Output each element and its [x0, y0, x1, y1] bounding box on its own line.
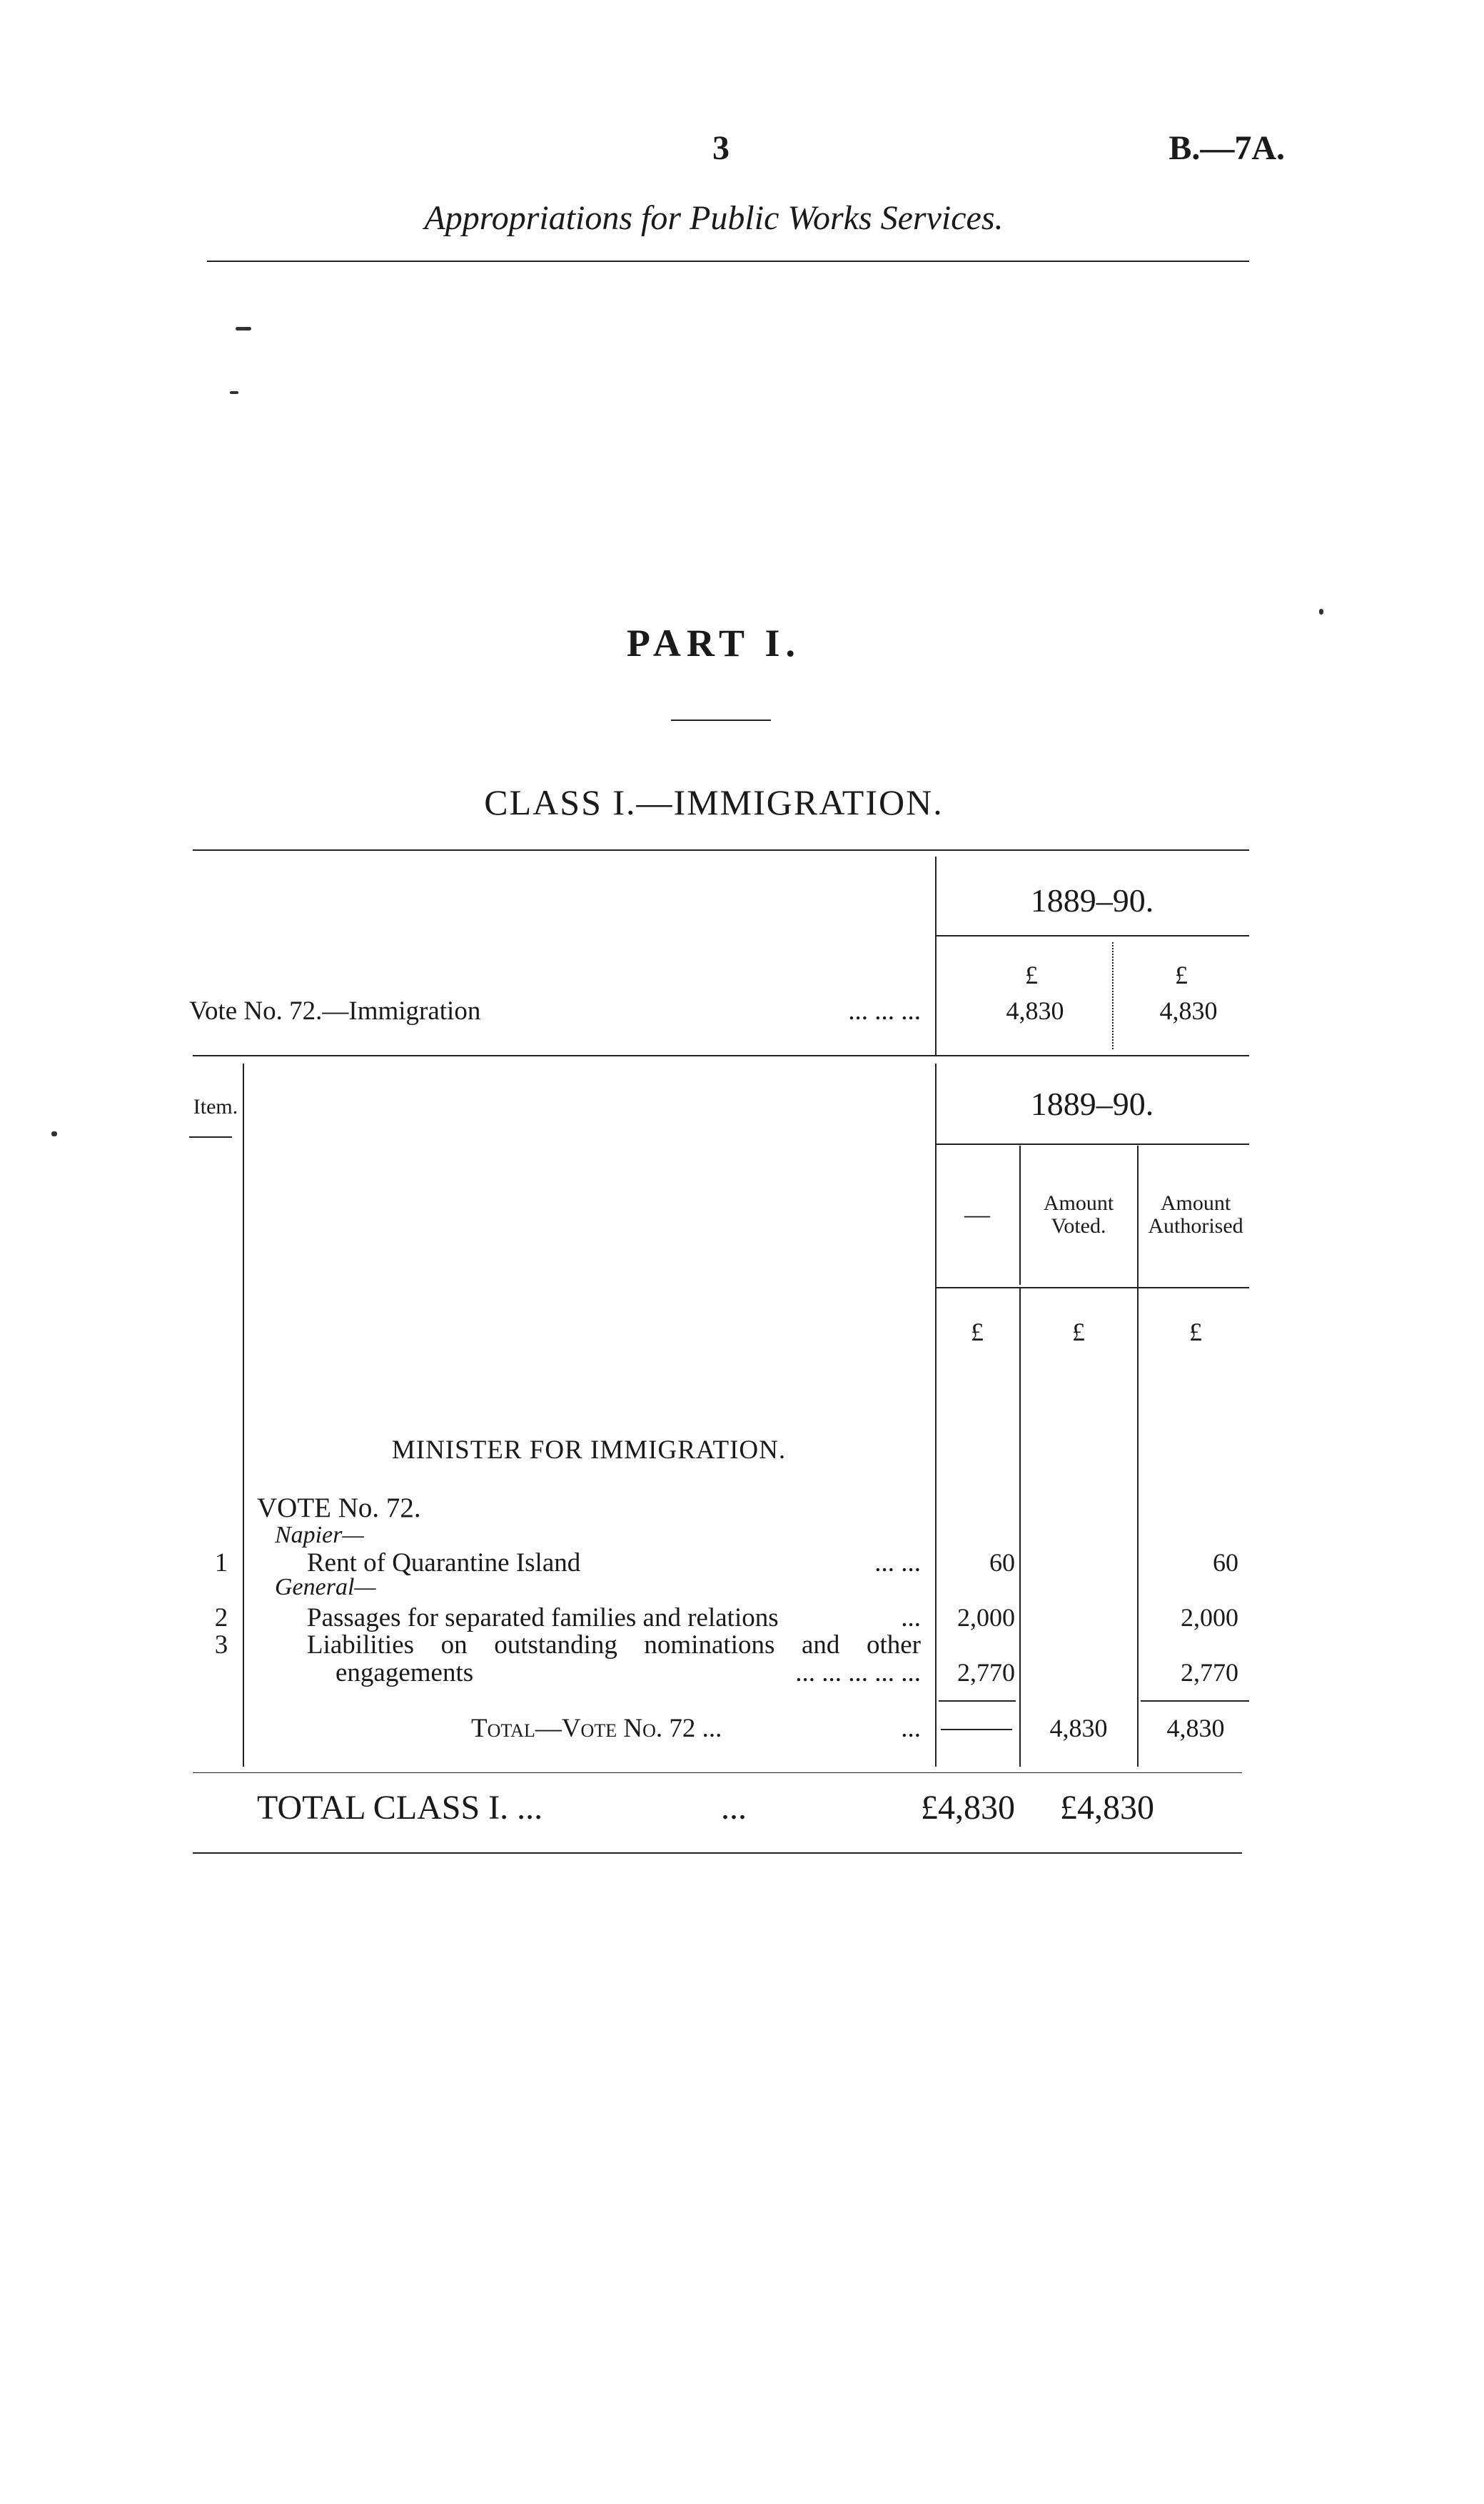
item-number: 1: [214, 1548, 228, 1577]
page-number: 3: [712, 129, 730, 167]
summary-col-divider: [1112, 942, 1114, 1049]
item-header-rule: [189, 1136, 232, 1138]
column-header-rule: [935, 1287, 1249, 1288]
total-amount-authorised: 4,830: [1166, 1714, 1225, 1742]
group-heading-napier: Napier—: [275, 1522, 364, 1548]
leader-dots: ... ... ...: [848, 996, 921, 1026]
summary-bottom-rule: [193, 1055, 1249, 1056]
summary-top-rule: [193, 849, 1249, 851]
part-underline: [671, 720, 771, 721]
summary-year: 1889–90.: [1030, 882, 1154, 919]
leader-dots: ...: [901, 1714, 921, 1743]
col1-right-rule: [1019, 1288, 1021, 1767]
summary-value-2: 4,830: [1159, 996, 1218, 1025]
row-amount: 2,770: [957, 1658, 1015, 1687]
item-number: 3: [214, 1630, 228, 1660]
summary-year-rule: [935, 935, 1249, 937]
row-description: Rent of Quarantine Island: [307, 1548, 581, 1577]
total-class-label: TOTAL CLASS I. ...: [257, 1789, 543, 1827]
vote-label: Vote No. 72.—Immigration: [189, 996, 481, 1026]
vote-heading: VOTE No. 72.: [257, 1493, 421, 1523]
document-reference: B.—7A.: [1168, 129, 1285, 167]
running-title: Appropriations for Public Works Services.: [424, 199, 1004, 237]
leader-dots: ...: [901, 1603, 921, 1632]
detail-bottom-rule: [193, 1772, 1242, 1773]
total-vote-label: Total—Vote No. 72 ...: [471, 1714, 722, 1743]
row-amount: 60: [989, 1548, 1015, 1577]
amount-authorised-header: Amount Authorised: [1148, 1191, 1243, 1238]
scan-speck: [236, 327, 251, 330]
class-title: CLASS I.—IMMIGRATION.: [484, 782, 944, 822]
row-authorised: 2,000: [1181, 1603, 1238, 1632]
group-heading-general: General—: [275, 1574, 376, 1600]
detail-year: 1889–90.: [1030, 1086, 1154, 1122]
blank-column-header: —: [964, 1200, 990, 1228]
item-column-rule: [243, 1064, 244, 1767]
summary-value-1: 4,830: [1006, 996, 1064, 1025]
subtotal-rule: [939, 1700, 1016, 1702]
pound-symbol: £: [971, 1318, 984, 1346]
section-title: MINISTER FOR IMMIGRATION.: [391, 1435, 787, 1465]
row-description: Liabilities on outstanding nominations and other: [307, 1630, 921, 1660]
pound-symbol: £: [1025, 961, 1038, 989]
total-amount-voted: 4,830: [1049, 1714, 1108, 1742]
pound-symbol: £: [1189, 1318, 1202, 1346]
pound-symbol: £: [1175, 961, 1188, 989]
item-column-header: Item.: [193, 1095, 238, 1119]
total-class-authorised: £4,830: [1060, 1789, 1154, 1827]
scan-speck: [230, 391, 238, 394]
total-blank-dash: [941, 1729, 1012, 1730]
row-description: Passages for separated families and relations: [307, 1603, 779, 1632]
pound-symbol: £: [1072, 1318, 1085, 1346]
subtotal-rule: [1141, 1700, 1249, 1702]
total-class-bottom-rule: [193, 1852, 1242, 1854]
amount-voted-header: Amount Voted.: [1043, 1191, 1114, 1238]
scan-speck: [51, 1131, 57, 1136]
detail-year-rule: [935, 1144, 1249, 1145]
part-title: PART I.: [626, 622, 802, 665]
row-amount: 2,000: [957, 1603, 1015, 1632]
scan-speck: [1319, 609, 1323, 615]
header-rule: [207, 261, 1249, 262]
row-authorised: 60: [1213, 1548, 1238, 1577]
item-number: 2: [214, 1603, 228, 1632]
row-description-continued: engagements: [335, 1658, 474, 1687]
leader-dots: ... ...: [874, 1548, 921, 1577]
leader-dots: ... ... ... ... ...: [795, 1658, 921, 1687]
total-class-voted: £4,830: [921, 1789, 1015, 1827]
row-authorised: 2,770: [1181, 1658, 1238, 1687]
leader-dots: ...: [721, 1789, 747, 1827]
